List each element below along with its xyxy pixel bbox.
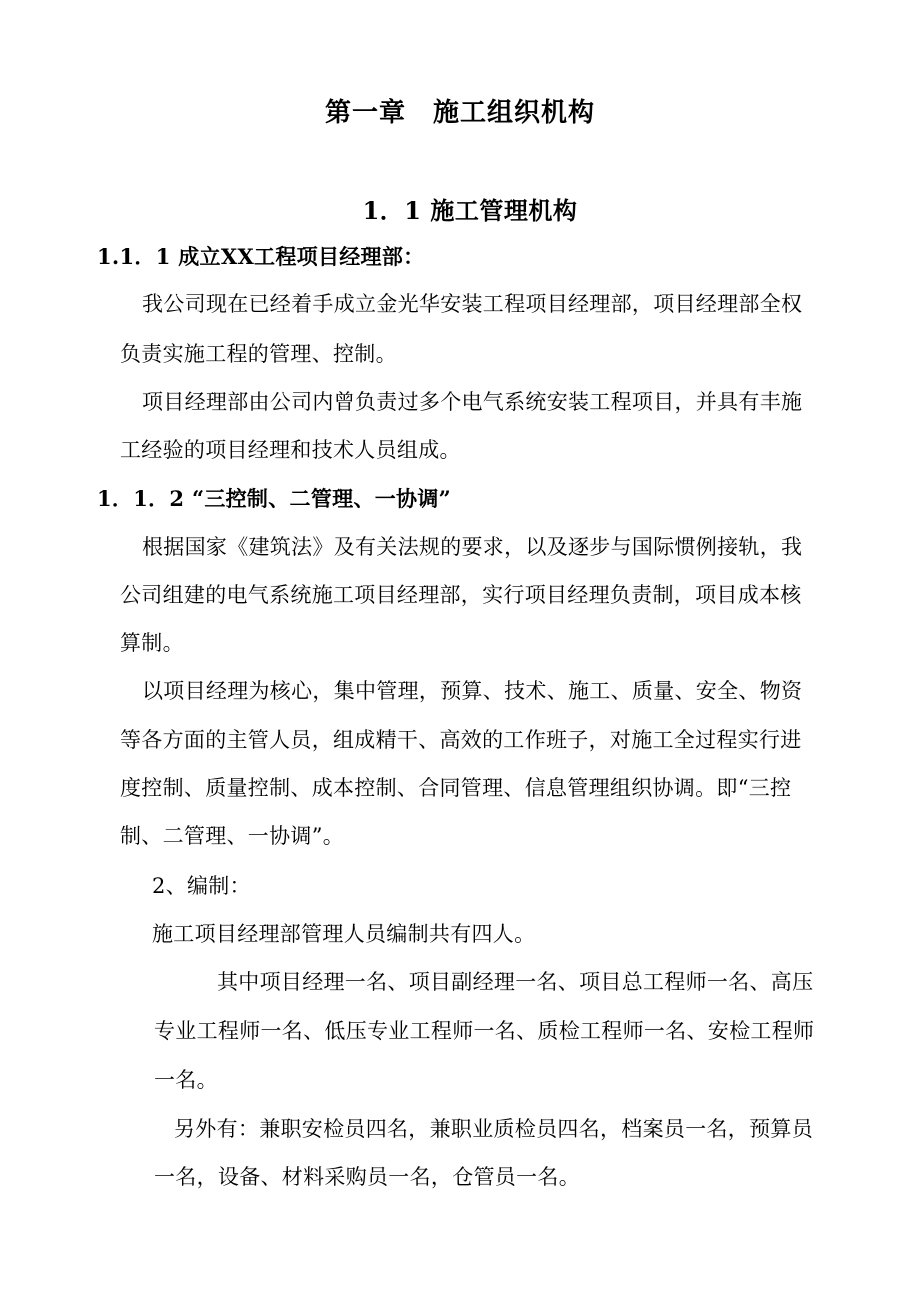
staffing-heading: 2、编制： <box>152 874 251 898</box>
paragraph-line: 公司组建的电气系统施工项目经理部，实行项目经理负责制，项目成本核 <box>120 583 802 607</box>
paragraph-line: 项目经理部由公司内曾负责过多个电气系统安装工程项目，并具有丰施 <box>142 390 803 414</box>
paragraph-line: 算制。 <box>120 631 184 655</box>
paragraph-line: 以项目经理为核心，集中管理，预算、技术、施工、质量、安全、物资 <box>142 679 803 703</box>
section-title: 1．1 施工管理机构 <box>362 196 578 225</box>
paragraph-line: 制、二管理、一协调”。 <box>120 824 345 848</box>
paragraph-line: 负责实施工程的管理、控制。 <box>120 342 397 366</box>
paragraph-line: 另外有：兼职安检员四名，兼职业质检员四名，档案员一名，预算员 <box>174 1117 813 1141</box>
paragraph-line: 专业工程师一名、低压专业工程师一名、质检工程师一名、安检工程师 <box>154 1019 815 1043</box>
subsection-heading-1: 1.1．1 成立XX工程项目经理部： <box>97 244 425 269</box>
paragraph-line: 等各方面的主管人员，组成精干、高效的工作班子，对施工全过程实行进 <box>120 728 802 752</box>
paragraph-line: 其中项目经理一名、项目副经理一名、项目总工程师一名、高压 <box>217 970 814 994</box>
paragraph-line: 一名，设备、材料采购员一名，仓管员一名。 <box>154 1165 580 1189</box>
chapter-title: 第一章 施工组织机构 <box>324 98 595 128</box>
paragraph-line: 施工项目经理部管理人员编制共有四人。 <box>152 922 536 946</box>
paragraph-line: 工经验的项目经理和技术人员组成。 <box>120 438 461 462</box>
subsection-heading-2: 1．1．2 “三控制、二管理、一协调” <box>97 486 452 511</box>
paragraph-line: 我公司现在已经着手成立金光华安装工程项目经理部，项目经理部全权 <box>142 292 803 316</box>
paragraph-line: 根据国家《建筑法》及有关法规的要求，以及逐步与国际惯例接轨，我 <box>142 535 803 559</box>
paragraph-line: 一名。 <box>154 1068 218 1092</box>
paragraph-line: 度控制、质量控制、成本控制、合同管理、信息管理组织协调。即“三控 <box>120 776 792 800</box>
